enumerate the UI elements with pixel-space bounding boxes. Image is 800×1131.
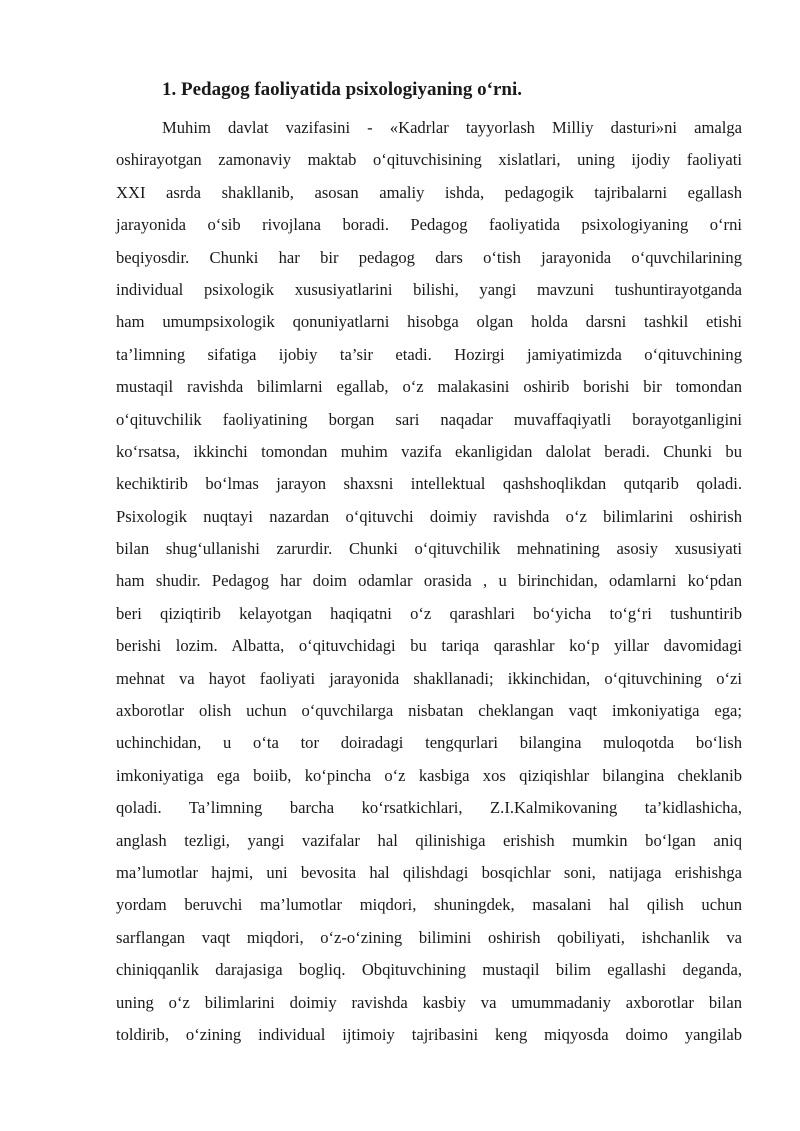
paragraph-line: beqiyosdir. Chunki har bir pedagog dars o‘tish jarayonida o‘quvchilarining	[116, 247, 742, 267]
paragraph-line: berishi lozim. Albatta, o‘qituvchidagi bu tariqa qarashlar ko‘p yillar davomidagi	[116, 636, 742, 656]
paragraph-line: ma’lumotlar hajmi, uni bevosita hal qilishdagi bosqichlar soni, natijaga erishishga	[116, 862, 742, 882]
paragraph-line: ham umumpsixologik qonuniyatlarni hisobga olgan holda darsni tashkil etishi	[116, 312, 742, 332]
paragraph-line: yordam beruvchi ma’lumotlar miqdori, shuningdek, masalani hal qilish uchun	[116, 895, 742, 915]
paragraph-line: toldirib, o‘zining individual ijtimoiy tajribasini keng miqyosda doimo yangilab	[116, 1024, 742, 1044]
paragraph-line: kechiktirib bo‘lmas jarayon shaxsni intellektual qashshoqlikdan qutqarib qoladi.	[116, 474, 742, 494]
paragraph-line: qoladi. Ta’limning barcha ko‘rsatkichlari, Z.I.Kalmikovaning ta’kidlashicha,	[116, 798, 742, 818]
paragraph-line: mehnat va hayot faoliyati jarayonida shakllanadi; ikkinchidan, o‘qituvchining o‘zi	[116, 668, 742, 688]
paragraph-line: ko‘rsatsa, ikkinchi tomondan muhim vazifa ekanligidan dalolat beradi. Chunki bu	[116, 441, 742, 461]
paragraph-line: o‘qituvchilik faoliyatining borgan sari naqadar muvaffaqiyatli borayotganligini	[116, 409, 742, 429]
paragraph-line: Psixologik nuqtayi nazardan o‘qituvchi doimiy ravishda o‘z bilimlarini oshirish	[116, 506, 742, 526]
paragraph-line: anglash tezligi, yangi vazifalar hal qilinishiga erishish mumkin bo‘lgan aniq	[116, 830, 742, 850]
paragraph-line: mustaqil ravishda bilimlarni egallab, o‘z malakasini oshirib borishi bir tomondan	[116, 377, 742, 397]
paragraph-line: jarayonida o‘sib rivojlana boradi. Pedagog faoliyatida psixologiyaning o‘rni	[116, 215, 742, 235]
paragraph-line: beri qiziqtirib kelayotgan haqiqatni o‘z qarashlari bo‘yicha to‘g‘ri tushuntirib	[116, 603, 742, 623]
paragraph-line: XXI asrda shakllanib, asosan amaliy ishda, pedagogik tajribalarni egallash	[116, 182, 742, 202]
paragraph-line: chiniqqanlik darajasiga bogliq. Obqituvchining mustaqil bilim egallashi deganda,	[116, 960, 742, 980]
paragraph-line: axborotlar olish uchun o‘quvchilarga nisbatan cheklangan vaqt imkoniyatiga ega;	[116, 701, 742, 721]
body-paragraph	[116, 112, 742, 1051]
paragraph-line: ham shudir. Pedagog har doim odamlar orasida , u birinchidan, odamlarni ko‘pdan	[116, 571, 742, 591]
paragraph-line: uning o‘z bilimlarini doimiy ravishda kasbiy va umummadaniy axborotlar bilan	[116, 992, 742, 1012]
paragraph-line: imkoniyatiga ega boiib, ko‘pincha o‘z kasbiga xos qiziqishlar bilangina cheklanib	[116, 765, 742, 785]
paragraph-line: bilan shug‘ullanishi zarurdir. Chunki o‘qituvchilik mehnatining asosiy xususiyati	[116, 539, 742, 559]
paragraph-line: Muhim davlat vazifasini - «Kadrlar tayyorlash Milliy dasturi»ni amalga	[162, 118, 742, 137]
paragraph-line: oshirayotgan zamonaviy maktab o‘qituvchisining xislatlari, uning ijodiy faoliyati	[116, 150, 742, 170]
paragraph-line: sarflangan vaqt miqdori, o‘z-o‘zining bilimini oshirish qobiliyati, ishchanlik va	[116, 927, 742, 947]
section-heading: 1. Pedagog faoliyatida psixologiyaning o‘rni.	[162, 79, 522, 100]
paragraph-line: uchinchidan, u o‘ta tor doiradagi tengqurlari bilangina muloqotda bo‘lish	[116, 733, 742, 753]
paragraph-line: ta’limning sifatiga ijobiy ta’sir etadi. Hozirgi jamiyatimizda o‘qituvchining	[116, 344, 742, 364]
paragraph-line: individual psixologik xususiyatlarini bilishi, yangi mavzuni tushuntirayotganda	[116, 279, 742, 299]
